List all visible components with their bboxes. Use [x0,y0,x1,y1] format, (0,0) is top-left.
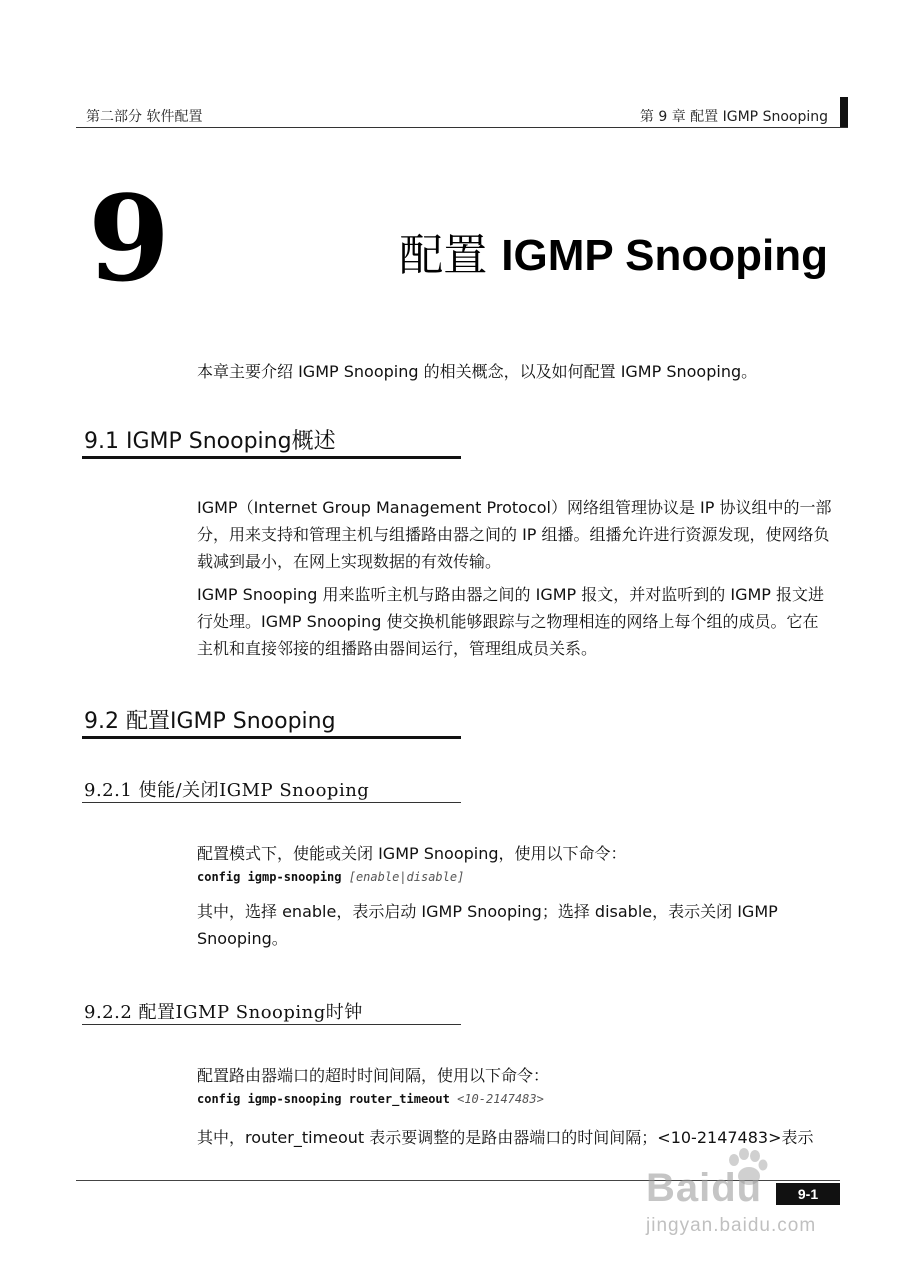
command-argument: [enable|disable] [348,870,465,884]
running-header-right: 第 9 章 配置 IGMP Snooping [639,109,828,125]
subsection-heading-9-2-2: 9.2.2 配置IGMP Snooping时钟 [84,1002,363,1023]
section-heading-9-1: 9.1 IGMP Snooping概述 [84,429,336,454]
paragraph: 配置路由器端口的超时时间间隔，使用以下命令： [197,1066,550,1085]
header-rule [76,127,848,128]
paragraph: 其中，选择 enable，表示启动 IGMP Snooping；选择 disable，表示关闭 IGMP Snooping。 [197,902,778,948]
subsection-heading-9-2-1: 9.2.1 使能/关闭IGMP Snooping [84,780,370,801]
command-line [197,870,464,884]
command-keyword: config igmp-snooping router_timeout [197,1092,450,1106]
watermark-logo: Baidu [646,1166,763,1210]
paragraph: IGMP（Internet Group Management Protocol）网络组管理协议是 IP 协议组中的一部分，用来支持和管理主机与组播路由器之间的 IP 组播。组播允许进行资源发现，使网络负载减到最小，在网上实现数据的有效传输。 [197,498,832,571]
section-heading-9-2: 9.2 配置IGMP Snooping [84,709,336,734]
chapter-title-cn: 配置 [399,230,488,281]
subsection-rule [82,802,461,803]
command-argument: <10-2147483> [457,1092,544,1106]
section-rule [82,736,461,739]
header-marker-bar [840,97,848,128]
watermark-url: jingyan.baidu.com [646,1215,817,1236]
paragraph: 配置模式下，使能或关闭 IGMP Snooping，使用以下命令： [197,844,627,863]
page-number: 9-1 [776,1183,840,1205]
chapter-intro: 本章主要介绍 IGMP Snooping 的相关概念，以及如何配置 IGMP Snooping。 [197,362,758,381]
chapter-title-en: IGMP Snooping [501,231,828,280]
running-header-left: 第二部分 软件配置 [86,109,203,125]
command-line [197,1092,544,1106]
chapter-number: 9 [88,169,171,308]
command-keyword: config igmp-snooping [197,870,342,884]
section-rule [82,456,461,459]
paragraph: IGMP Snooping 用来监听主机与路由器之间的 IGMP 报文，并对监听到的 IGMP 报文进行处理。IGMP Snooping 使交换机能够跟踪与之物理相连的网络上每个组的成员。它在主机和直接邻接的组播路由器间运行，管理组成员关系。 [197,585,825,658]
chapter-title [399,232,828,280]
subsection-rule [82,1024,461,1025]
paragraph: 其中，router_timeout 表示要调整的是路由器端口的时间间隔；<10-2147483>表示 [197,1128,814,1147]
